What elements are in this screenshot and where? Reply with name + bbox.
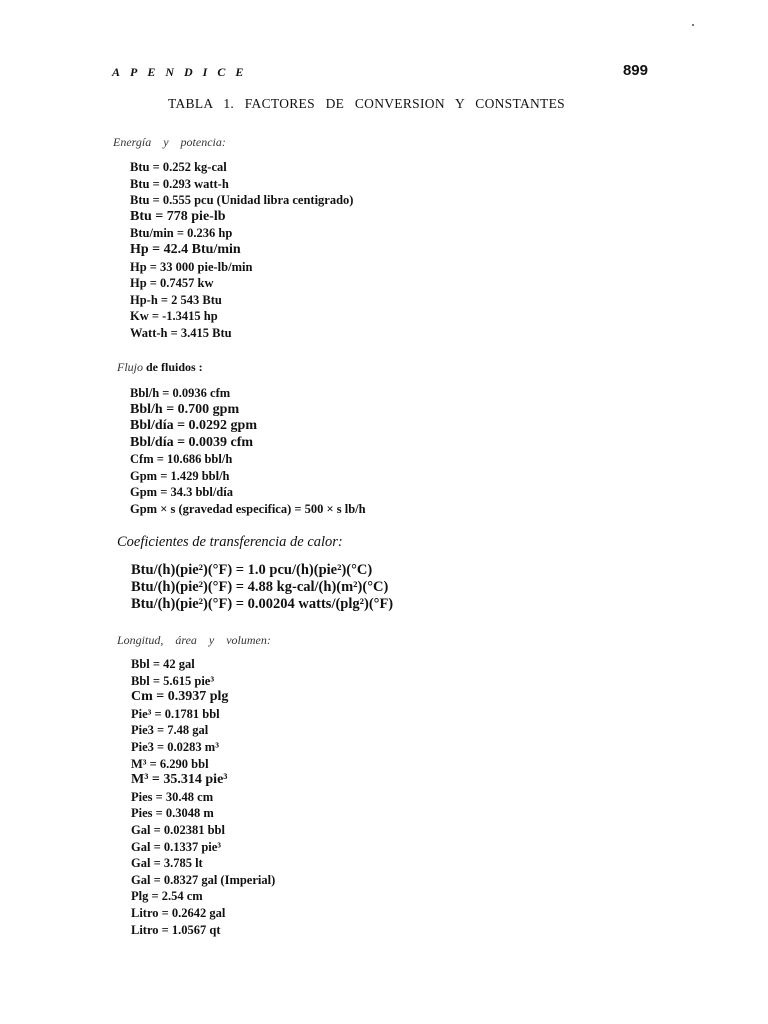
- conversion-line: Gal = 3.785 lt: [131, 856, 203, 871]
- conversion-line: Gal = 0.8327 gal (Imperial): [131, 872, 276, 887]
- heading-word: y: [163, 135, 169, 149]
- energy-conversion-list: [130, 159, 353, 342]
- running-head: APENDICE: [112, 65, 254, 79]
- conversion-line: Hp = 33 000 pie-lb/min: [130, 259, 253, 274]
- conversion-line: Cm = 0.3937 plg: [131, 689, 229, 705]
- section-heading-energy: [113, 135, 226, 150]
- conversion-line: Bbl/h = 0.0936 cfm: [130, 386, 231, 400]
- conversion-line: Gpm = 34.3 bbl/día: [130, 485, 233, 499]
- heading-word: Energía: [113, 135, 152, 149]
- fluid-flow-conversion-list: [130, 385, 366, 517]
- heading-word: potencia:: [180, 135, 226, 149]
- heading-word: Longitud,: [117, 633, 164, 647]
- conversion-line: M³ = 35.314 pie³: [131, 772, 228, 788]
- heading-word: y: [208, 633, 215, 647]
- conversion-line: Bbl/día = 0.0039 cfm: [130, 434, 254, 450]
- length-area-volume-conversion-list: [131, 656, 275, 938]
- scan-speck: [692, 24, 694, 26]
- conversion-line: Pies = 30.48 cm: [131, 789, 214, 804]
- conversion-line: Cfm = 10.686 bbl/h: [130, 452, 233, 466]
- conversion-line: Watt-h = 3.415 Btu: [130, 325, 232, 340]
- conversion-line: Litro = 0.2642 gal: [131, 905, 226, 920]
- conversion-line: Hp-h = 2 543 Btu: [130, 292, 222, 307]
- conversion-line: Gpm = 1.429 bbl/h: [130, 468, 230, 483]
- conversion-line: Btu = 0.555 pcu (Unidad libra centigrado): [130, 193, 354, 208]
- conversion-line: Pie3 = 0.0283 m³: [131, 739, 219, 754]
- table-title: TABLA 1. FACTORES DE CONVERSION Y CONSTANTES: [168, 96, 565, 111]
- section-heading-length-area-volume: [117, 633, 271, 648]
- section-heading-heat-transfer: Coeficientes de transferencia de calor:: [117, 534, 343, 550]
- heat-transfer-conversion-list: [131, 562, 393, 613]
- conversion-line: Hp = 42.4 Btu/min: [130, 241, 241, 257]
- conversion-line: Pie³ = 0.1781 bbl: [131, 706, 220, 721]
- heading-word: área: [175, 633, 197, 647]
- conversion-line: Hp = 0.7457 kw: [130, 276, 214, 291]
- heading-word: Flujo: [117, 360, 143, 374]
- conversion-line: Gal = 0.02381 bbl: [131, 822, 225, 837]
- conversion-line: Pies = 0.3048 m: [131, 806, 214, 821]
- conversion-line: Bbl = 42 gal: [131, 657, 195, 671]
- conversion-line: Btu/(h)(pie²)(°F) = 4.88 kg-cal/(h)(m²)(°C): [131, 579, 389, 595]
- conversion-line: Btu = 0.252 kg-cal: [130, 160, 227, 174]
- section-heading-fluid-flow: [117, 360, 203, 375]
- conversion-line: Btu/(h)(pie²)(°F) = 1.0 pcu/(h)(pie²)(°C): [131, 562, 373, 578]
- conversion-line: Litro = 1.0567 qt: [131, 922, 221, 937]
- conversion-line: Btu/(h)(pie²)(°F) = 0.00204 watts/(plg²)(°F): [131, 596, 394, 612]
- conversion-line: Gal = 0.1337 pie³: [131, 839, 222, 854]
- conversion-line: Btu = 778 pie-lb: [130, 208, 226, 224]
- conversion-line: Pie3 = 7.48 gal: [131, 723, 209, 738]
- heading-word: volumen:: [226, 633, 271, 647]
- conversion-line: Gpm × s (gravedad especifica) = 500 × s lb/h: [130, 501, 366, 516]
- page-header: [112, 62, 648, 86]
- page-number: 899: [622, 62, 648, 79]
- conversion-line: Bbl = 5.615 pie³: [131, 673, 215, 688]
- conversion-line: Bbl/día = 0.0292 gpm: [130, 418, 258, 433]
- conversion-line: Bbl/h = 0.700 gpm: [130, 401, 240, 417]
- conversion-line: M³ = 6.290 bbl: [131, 756, 209, 771]
- conversion-line: Btu/min = 0.236 hp: [130, 226, 233, 241]
- heading-word: de fluidos :: [146, 360, 203, 374]
- conversion-line: Kw = -1.3415 hp: [130, 309, 218, 324]
- conversion-line: Plg = 2.54 cm: [131, 889, 203, 904]
- conversion-line: Btu = 0.293 watt-h: [130, 176, 229, 191]
